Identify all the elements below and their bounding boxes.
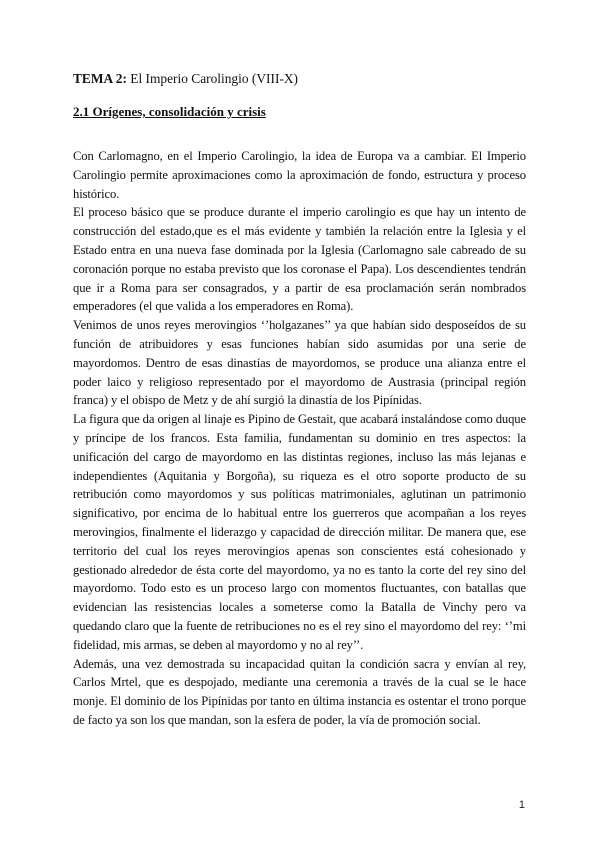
paragraph-3: Venimos de unos reyes merovingios ‘’holgazanes’’ ya que habían sido desposeídos de su función de atribuidores y esas funciones habían sido asumidas por una serie de mayordomos. Dentro de esas dinastías de mayordomos, se produce una alianza entre el poder laico y religioso representado por el mayordomo de Austrasia (principal región franca) y el obispo de Metz y de ahí surgió la dinastía de los Pipínidas. [73,318,526,408]
paragraph-1: Con Carlomagno, en el Imperio Carolingio, la idea de Europa va a cambiar. El Imperio Carolingio permite aproximaciones como la aproximación de fondo, estructura y proceso histórico. [73,149,526,201]
title-label: TEMA 2: [73,71,127,86]
document-title [73,70,526,88]
document-body [73,70,526,730]
paragraph-5: Además, una vez demostrada su incapacidad quitan la condición sacra y envían al rey, Carlos Mrtel, que es despojado, mediante una ceremonia a través de la cual se le hace monje. El dominio de los Pipínidas por tanto en última instancia es ostentar el trono porque de facto ya son los que mandan, son la esfera de poder, la vía de promoción social. [73,656,526,727]
title-text: El Imperio Carolingio (VIII-X) [126,71,298,86]
paragraph-4: La figura que da origen al linaje es Pipino de Gestait, que acabará instalándose como duque y príncipe de los francos. Esta familia, fundamentan su dominio en tres aspectos: la unificación del cargo de mayordomo en las distintas regiones, incluso las más lejanas e independientes (Aquitania y Borgoña), su riqueza es el otro soporte producto de su retribución como mayordomos y sus políticas matrimoniales, aglutinan un patrimonio significativo, por encima de lo habitual entre los guerreros que acompañan a los reyes merovingios, finalmente el liderazgo y capacidad de dirección militar. De manera que, ese territorio del cual los reyes merovingios apenas son conscientes está cohesionado y gestionado alrededor de ésta corte del mayordomo, ya no es tanto la corte del rey sino del mayordomo. Todo esto es un proceso largo con momentos fluctuantes, con batallas que evidencian las resistencias locales a someterse como la Batalla de Vinchy pero va quedando claro que la fuente de retribuciones no es el rey sino el mayordomo del rey: ‘’mi fidelidad, mis armas, se deben al mayordomo y no al rey’’. [73,412,526,652]
page-number: 1 [518,799,525,811]
paragraph-2: El proceso básico que se produce durante el imperio carolingio es que hay un intento de construcción del estado,que es el más evidente y también la relación entre la Iglesia y el Estado entra en una nueva fase dominada por la Iglesia (Carlomagno sale cabreado de su coronación porque no estaba previsto que los coronase el Papa). Los descendientes tendrán que ir a Roma para ser consagrados, y a partir de esa proclamación serán nombrados emperadores (el que valida a los emperadores en Roma). [73,205,526,314]
section-heading: 2.1 Orígenes, consolidación y crisis [73,104,266,119]
